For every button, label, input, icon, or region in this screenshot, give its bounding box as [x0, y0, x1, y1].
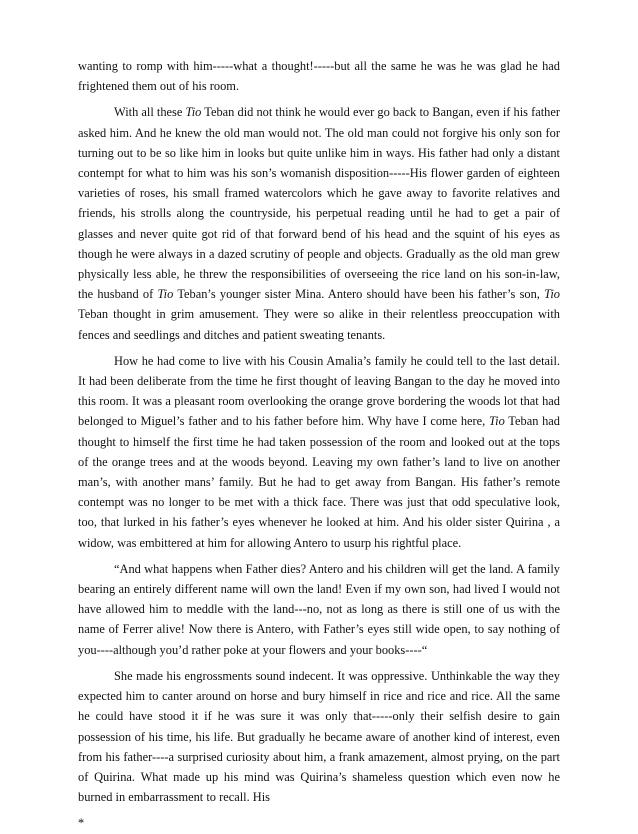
text-run: How he had come to live with his Cousin Amalia’s family he could tell to the last detail. It had been deliberate from the time he first thought of leaving Bangan to the day he moved into this room. It was a pleasant room overlooking the orange grove bordering the woods lot that had belonged to Miguel’s father and to his father before him. Why have I come here, [78, 353, 560, 429]
document-body [78, 56, 560, 807]
text-run: “And what happens when Father dies? Antero and his children will get the land. A family bearing an entirely different name will own the land! Even if my own son, had lived I would not have allowed him to meddle with the land---no, not as long as there is still one of us with the name of Ferrer alive! Now there is Antero, with Father’s eyes still wide open, to say nothing of you----although you’d rather poke at your flowers and your books----“ [78, 561, 560, 657]
text-run: She made his engrossments sound indecent. It was oppressive. Unthinkable the way they expected him to canter around on horse and bury himself in rice and rice and rice. All the same he could have stood it if he was sure it was only that-----only their selfish desire to gain possession of his time, his life. But gradually he became aware of another kind of interest, even from his father----a surprised curiosity about him, a frank amazement, almost prying, on the part of Quirina. What made up his mind was Quirina’s shameless question which even now he burned in embarrassment to recall. His [78, 668, 560, 805]
text-run: With all these [114, 105, 186, 120]
paragraph [78, 559, 560, 660]
footer-asterisk: * [78, 816, 85, 831]
paragraph [78, 102, 560, 344]
text-run: Teban had thought to himself the first time he had taken possession of the room and looked out at the tops of the orange trees and at the woods beyond. Leaving my own father’s land to live on another man’s, with another mans’ family. But he had to get away from Bangan. His father’s remote contempt was no longer to be met with a thick face. There was just that odd speculative look, too, that lurked in his father’s eyes whenever he looked at him. And his older sister Quirina , a widow, was embittered at him for allowing Antero to usurp his rightful place. [78, 414, 560, 550]
text-run: Teban’s younger sister Mina. Antero should have been his father’s son, [173, 287, 545, 302]
italic-text: Tio [544, 287, 560, 302]
paragraph [78, 666, 560, 807]
paragraph [78, 56, 560, 96]
italic-text: Tio [157, 287, 174, 302]
italic-text: Tio [185, 105, 202, 120]
text-run: Teban did not think he would ever go back to Bangan, even if his father asked him. And he knew the old man would not. The old man could not forgive his only son for turning out to be so like him in looks but quite unlike him in ways. His father had only a distant contempt for what to him was his son’s womanish disposition-----His flower garden of eighteen varieties of roses, his small framed watercolors which he gave away to favorite relatives and friends, his strolls along the countryside, his perpetual reading until he had to get a pair of glasses and never quite got rid of that forward bend of his head and the squint of his eyes as though he were always in a dazed scrutiny of people and objects. Gradually as the old man grew physically less able, he threw the responsibilities of overseeing the rice land on his son-in-law, the husband of [78, 105, 560, 302]
italic-text: Tio [488, 414, 505, 429]
paragraph [78, 351, 560, 553]
text-run: wanting to romp with him-----what a thought!-----but all the same he was he was glad he had frightened them out of his room. [78, 59, 560, 94]
text-run: Teban thought in grim amusement. They were so alike in their relentless preoccupation with fences and seedlings and ditches and patient sweating tenants. [78, 307, 560, 342]
